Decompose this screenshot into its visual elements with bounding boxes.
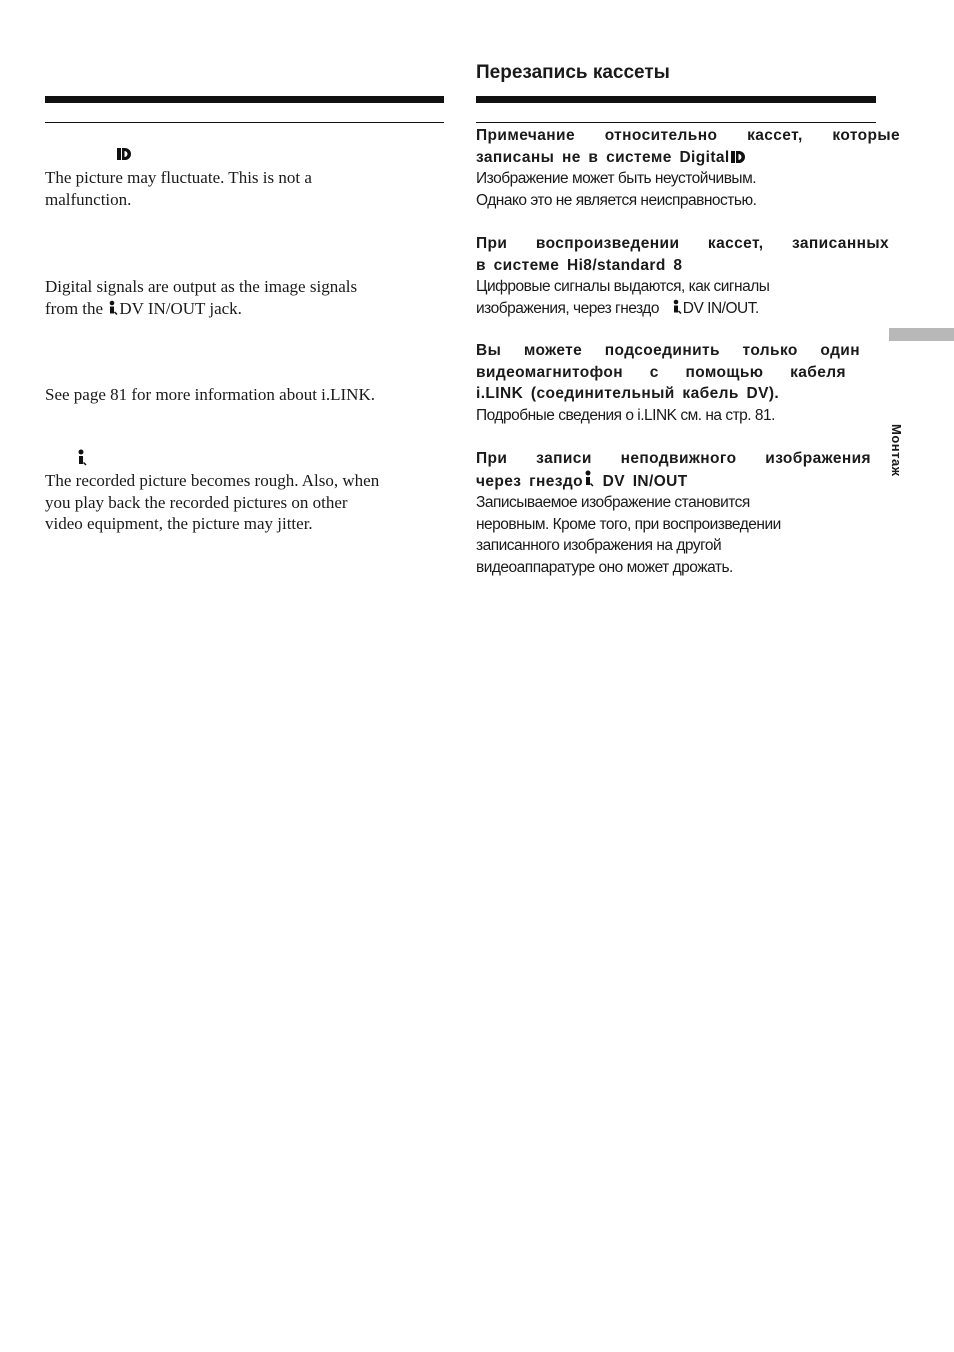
- digital8-logo-icon: [730, 150, 748, 164]
- en-section-2-body: Digital signals are output as the image signals from the DV IN/OUT jack.: [45, 277, 358, 318]
- en-section-4-body: The recorded picture becomes rough. Also, when you play back the recorded pictures on other video equipment, the picture may jitter.: [45, 471, 380, 533]
- ru-section-4-heading: При записи неподвижного изображения через гнездо DV IN/OUT: [476, 450, 871, 490]
- ru-section-1-body: Изображение может быть неустойчивым. Однако это не является неисправностью.: [476, 170, 757, 209]
- ru-section-2-heading: При воспроизведении кассет, записанных в системе Hi8/standard 8: [476, 235, 889, 274]
- ilink-icon: [76, 449, 88, 467]
- ilink-icon: [583, 470, 595, 488]
- page-title: Перезапись кассеты: [476, 62, 670, 83]
- russian-column: [476, 0, 900, 1352]
- ilink-icon: [107, 300, 119, 316]
- ru-section-1-heading: Примечание относительно кассет, которые записаны не в системе Digital: [476, 127, 900, 166]
- en-section-1-body: The picture may fluctuate. This is not a malfunction.: [45, 168, 312, 209]
- ru-section-2: [476, 233, 889, 319]
- side-tab-label: Монтаж: [889, 424, 904, 477]
- en-section-4-heading: [45, 449, 445, 470]
- en-section-1-heading: [45, 146, 445, 167]
- ru-section-4-body: Записываемое изображение становится неровным. Кроме того, при воспроизведении записанного изображения на другой видеоаппаратуре оно может дрожать.: [476, 494, 781, 576]
- ilink-icon: [671, 299, 683, 315]
- side-tab-marker: [889, 328, 954, 341]
- ru-section-2-body: Цифровые сигналы выдаются, как сигналы изображения, через гнездо DV IN/OUT.: [476, 278, 770, 317]
- ru-section-3: [476, 340, 860, 426]
- ru-section-1: [476, 125, 900, 211]
- en-section-1: [45, 146, 445, 210]
- en-section-3: [45, 384, 445, 406]
- en-section-4: [45, 449, 445, 535]
- en-section-2: [45, 276, 445, 319]
- en-section-3-body: See page 81 for more information about i.LINK.: [45, 385, 375, 404]
- digital8-logo-icon: [116, 147, 134, 161]
- ru-section-4: [476, 448, 871, 578]
- ru-section-3-heading: Вы можете подсоединить только один видеомагнитофон с помощью кабеля i.LINK (соединительный кабель DV).: [476, 342, 860, 402]
- english-column: [45, 0, 445, 1352]
- ru-section-3-body: Подробные сведения о i.LINK см. на стр. 81.: [476, 406, 775, 424]
